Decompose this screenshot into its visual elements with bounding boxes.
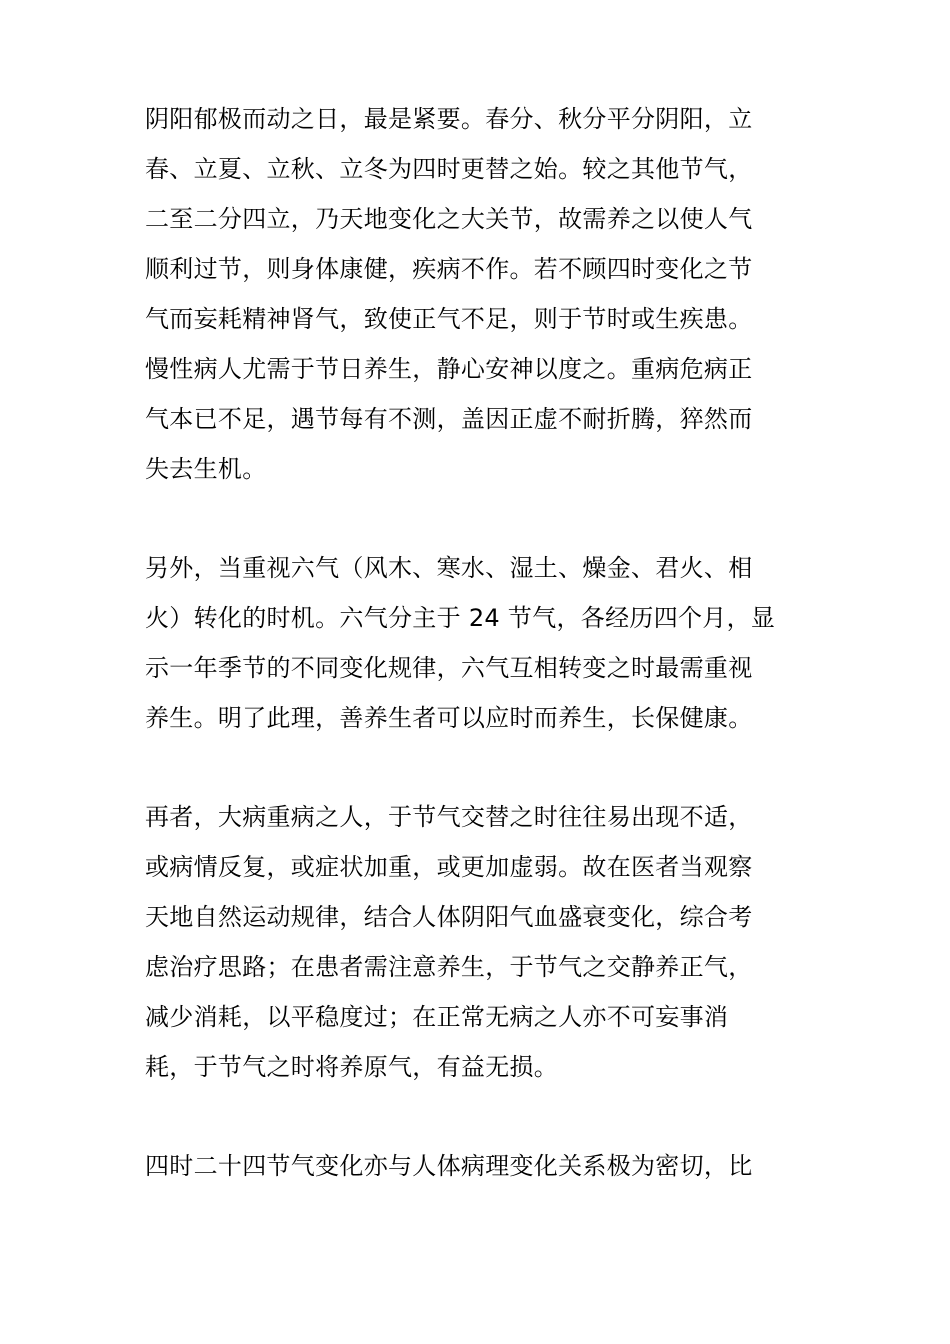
text-line: 气本已不足，遇节每有不测，盖因正虚不耐折腾，猝然而 — [145, 405, 753, 433]
text-line: 示一年季节的不同变化规律，六气互相转变之时最需重视 — [145, 654, 753, 682]
text-line: 养生。明了此理，善养生者可以应时而养生，长保健康。 — [145, 704, 753, 732]
paragraph-2 — [145, 543, 825, 743]
text-line: 慢性病人尤需于节日养生，静心安神以度之。重病危病正 — [145, 355, 753, 383]
text-line: 阴阳郁极而动之日，最是紧要。春分、秋分平分阴阳，立 — [145, 105, 753, 133]
text-line: 另外，当重视六气（风木、寒水、湿土、燥金、君火、相 — [145, 554, 753, 582]
text-line: 气而妄耗精神肾气，致使正气不足，则于节时或生疾患。 — [145, 305, 753, 333]
text-line: 失去生机。 — [145, 455, 267, 483]
text-line: 虑治疗思路；在患者需注意养生，于节气之交静养正气， — [145, 953, 753, 981]
text-line: 四时二十四节气变化亦与人体病理变化关系极为密切，比 — [145, 1152, 753, 1180]
text-line: 火）转化的时机。六气分主于 24 节气，各经历四个月，显 — [145, 604, 776, 632]
text-line: 耗，于节气之时将养原气，有益无损。 — [145, 1053, 559, 1081]
paragraph-4 — [145, 1141, 825, 1191]
text-line: 春、立夏、立秋、立冬为四时更替之始。较之其他节气， — [145, 155, 753, 183]
text-line: 二至二分四立，乃天地变化之大关节，故需养之以使人气 — [145, 205, 753, 233]
text-line: 顺利过节，则身体康健，疾病不作。若不顾四时变化之节 — [145, 255, 753, 283]
text-line: 减少消耗，以平稳度过；在正常无病之人亦不可妄事消 — [145, 1003, 729, 1031]
text-line: 或病情反复，或症状加重，或更加虚弱。故在医者当观察 — [145, 853, 753, 881]
paragraph-3 — [145, 792, 825, 1092]
text-line: 天地自然运动规律，结合人体阴阳气血盛衰变化，综合考 — [145, 903, 753, 931]
text-line: 再者，大病重病之人，于节气交替之时往往易出现不适， — [145, 803, 753, 831]
paragraph-1 — [145, 94, 825, 494]
